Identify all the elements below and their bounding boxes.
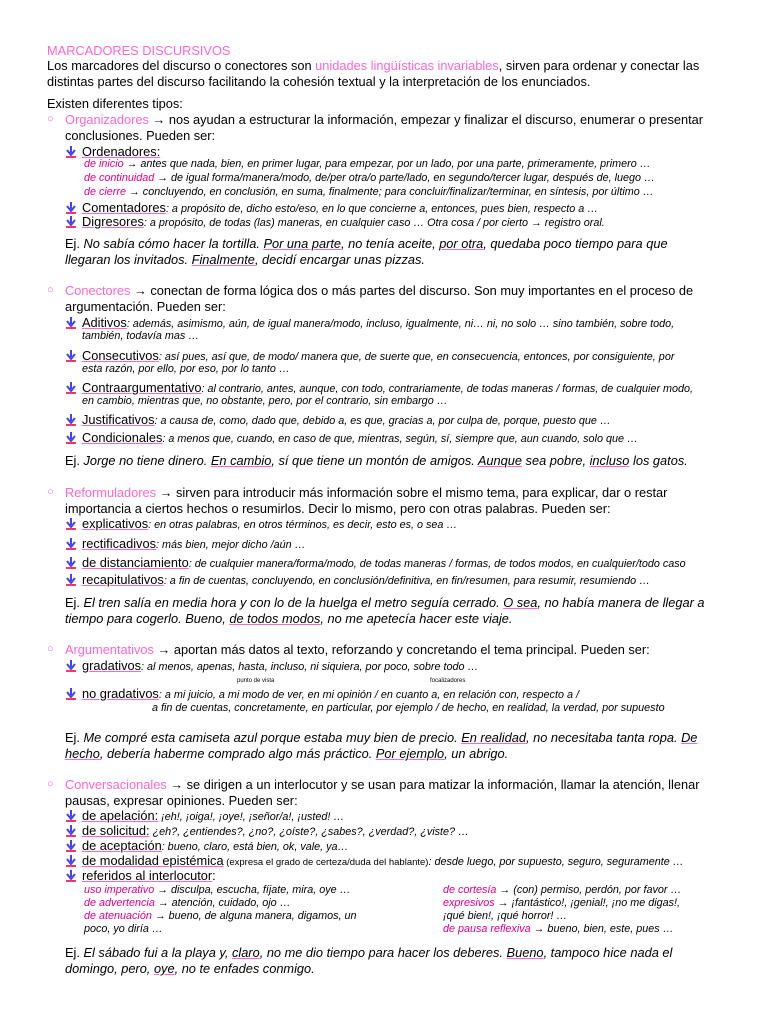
example-reformuladores-2: tiempo para cogerlo. Bueno, de todos modos, no me apetecía hacer este viaje.	[65, 611, 513, 626]
aditivos-cont: también, todavía mas …	[82, 330, 200, 342]
item-ordenadores: Ordenadores:	[65, 144, 160, 160]
arrow-bullet-icon	[65, 538, 77, 550]
arrow-bullet-icon	[65, 825, 77, 837]
arrow-bullet-icon	[65, 432, 77, 444]
item-distanciamiento: de distanciamiento: de cualquier manera/forma/modo, de todas maneras / formas, de todos modos, en cualquier/todo caso	[65, 555, 686, 571]
example-organizadores-2: llegaran los invitados. Finalmente, decidí encargar unas pizzas.	[65, 252, 425, 267]
section-heading: Organizadores	[65, 112, 149, 127]
referido-expresivos-cont: ¡qué bien!, ¡qué horror! …	[443, 910, 568, 922]
arrow-bullet-icon	[65, 574, 77, 586]
item-no-gradativos: no gradativos: a mi juicio, a mi modo de ver, en mi opinión / en cuanto a, en relación con, respecto a /	[65, 686, 579, 702]
item-justificativos: Justificativos: a causa de, como, dado que, debido a, es que, gracias a, por culpa de, porque, puesto que …	[65, 412, 611, 428]
highlight-term: unidades lingüísticas invariables	[315, 58, 499, 73]
item-referidos: referidos al interlocutor:	[65, 868, 216, 884]
circle-bullet-icon: ○	[47, 486, 54, 498]
ordenador-continuidad: de continuidad → de igual forma/manera/modo, de/per otra/o parte/lado, en segundo/tercer lugar, después de, luego …	[84, 172, 655, 184]
referido-cortesia: de cortesía → (con) permiso, perdón, por favor …	[443, 884, 682, 896]
arrow-bullet-icon	[65, 146, 77, 158]
arrow-bullet-icon	[65, 382, 77, 394]
intro-line-2: distintas partes del discurso facilitando la cohesión textual y la interpretación de los enunciados.	[47, 74, 591, 89]
arrow-bullet-icon	[65, 688, 77, 700]
circle-bullet-icon: ○	[47, 643, 54, 655]
item-modalidad: de modalidad epistémica (expresa el grado de certeza/duda del hablante): desde luego, por supuesto, seguro, seguramente …	[65, 853, 684, 871]
example-organizadores: Ej. No sabía cómo hacer la tortilla. Por una parte, no tenía aceite, por otra, quedaba poco tiempo para que	[65, 236, 668, 251]
ordenador-cierre: de cierre → concluyendo, en conclusión, en suma, finalmente; para concluir/finalizar/terminar, en síntesis, por último …	[84, 186, 654, 198]
contra-cont: en cambio, mientras que, no obstante, pero, por el contrario, sin embargo …	[82, 395, 448, 407]
referido-expresivos: expresivos → ¡fantástico!, ¡genial!, ¡no me digas!,	[443, 897, 681, 909]
arrow-bullet-icon	[65, 202, 77, 214]
item-condicionales: Condicionales: a menos que, cuando, en caso de que, mientras, según, sí, siempre que, aun cuando, solo que …	[65, 430, 638, 446]
section-heading: Reformuladores	[65, 485, 157, 500]
consecutivos-cont: esta razón, por ello, por eso, por lo tanto …	[82, 363, 290, 375]
intro-line-3: Existen diferentes tipos:	[47, 96, 183, 111]
item-consecutivos: Consecutivos: así pues, así que, de modo/ manera que, de suerte que, en consecuencia, entonces, por consiguiente, por	[65, 348, 674, 364]
example-reformuladores: Ej. El tren salía en media hora y con lo de la huelga el metro seguía cerrado. O sea, no había manera de llegar a	[65, 595, 705, 610]
example-conectores: Ej. Jorge no tiene dinero. En cambio, sí que tiene un montón de amigos. Aunque sea pobre, incluso los gatos.	[65, 453, 688, 468]
section-heading: Argumentativos	[65, 642, 154, 657]
section-conectores: Conectores → conectan de forma lógica dos o más partes del discurso. Son muy importantes en el proceso de	[65, 283, 694, 298]
arrow-bullet-icon	[65, 350, 77, 362]
item-solicitud: de solicitud: ¿eh?, ¿entiendes?, ¿no?, ¿oíste?, ¿sabes?, ¿verdad?, ¿viste? …	[65, 823, 469, 839]
arrow-bullet-icon	[65, 810, 77, 822]
example-argumentativos: Ej. Me compré esta camiseta azul porque estaba muy bien de precio. En realidad, no necesitaba tanta ropa. De	[65, 730, 698, 745]
arrow-bullet-icon	[65, 216, 77, 228]
referido-advertencia: de advertencia → atención, cuidado, ojo …	[84, 897, 291, 909]
item-comentadores: Comentadores: a propósito de, dicho esto/eso, en lo que concierne a, entonces, pues bien, respecto a …	[65, 200, 598, 216]
item-contraargumentativo: Contraargumentativo: al contrario, antes, aunque, con todo, contrariamente, de todas maneras / formas, de cualquier modo,	[65, 380, 693, 396]
section-desc: pausas, expresar opiniones. Pueden ser:	[65, 793, 298, 808]
section-desc: importancia a ciertos hechos o resumirlos. Decir lo mismo, pero con otras palabras. Pueden ser:	[65, 501, 611, 516]
section-argumentativos: Argumentativos → aportan más datos al texto, reforzando y concretando el tema principal. Pueden ser:	[65, 642, 650, 657]
item-aditivos: Aditivos: además, asimismo, aún, de igual manera/modo, incluso, igualmente, ni… ni, no solo … sino también, sobre todo,	[65, 315, 674, 331]
note-focalizadores: focalizadores	[430, 678, 466, 684]
circle-bullet-icon: ○	[47, 284, 54, 296]
intro-line-1: Los marcadores del discurso o conectores son unidades lingüísticas invariables, sirven para ordenar y conectar las	[47, 58, 700, 73]
example-argumentativos-2: hecho, debería haberme comprado algo más práctico. Por ejemplo, un abrigo.	[65, 746, 509, 761]
document-title: MARCADORES DISCURSIVOS	[47, 43, 231, 58]
section-heading: Conectores	[65, 283, 131, 298]
note-punto-de-vista: punto de vista	[237, 678, 275, 684]
section-desc: conclusiones. Pueden ser:	[65, 128, 216, 143]
item-apelacion: de apelación: ¡eh!, ¡oiga!, ¡oye!, ¡señor/a!, ¡usted! …	[65, 808, 344, 824]
example-conversacionales-2: domingo, pero, oye, no te enfades conmigo.	[65, 961, 315, 976]
section-organizadores: Organizadores → nos ayudan a estructurar la información, empezar y finalizar el discurso, enumerar o presentar	[65, 112, 704, 127]
arrow-bullet-icon	[65, 855, 77, 867]
referido-atenuacion: de atenuación → bueno, de alguna manera, digamos, un	[84, 910, 357, 922]
referido-imperativo: uso imperativo → disculpa, escucha, fíjate, mira, oye …	[84, 884, 351, 896]
arrow-bullet-icon	[65, 557, 77, 569]
referido-pausa: de pausa reflexiva → bueno, bien, este, pues …	[443, 923, 674, 935]
section-desc: argumentación. Pueden ser:	[65, 299, 226, 314]
circle-bullet-icon: ○	[47, 113, 54, 125]
item-aceptacion: de aceptación: bueno, claro, está bien, ok, vale, ya…	[65, 838, 348, 854]
circle-bullet-icon: ○	[47, 778, 54, 790]
section-conversacionales: Conversacionales → se dirigen a un interlocutor y se usan para matizar la información, llamar la atención, llenar	[65, 777, 700, 792]
no-gradativos-cont: a fin de cuentas, concretamente, en particular, por ejemplo / de hecho, en realidad, la verdad, por supuesto	[152, 702, 665, 714]
arrow-bullet-icon	[65, 840, 77, 852]
ordenador-inicio: de inicio → antes que nada, bien, en primer lugar, para empezar, por un lado, por una parte, primeramente, primero …	[84, 158, 651, 170]
item-gradativos: gradativos: al menos, apenas, hasta, incluso, ni siquiera, por poco, sobre todo …	[65, 658, 478, 674]
item-explicativos: explicativos: en otras palabras, en otros términos, es decir, esto es, o sea …	[65, 516, 457, 532]
item-digresores: Digresores: a propósito, de todas (las) maneras, en cualquier caso … Otra cosa / por cierto → registro oral.	[65, 214, 605, 230]
arrow-bullet-icon	[65, 518, 77, 530]
referido-atenuacion-cont: poco, yo diría …	[84, 923, 163, 935]
arrow-bullet-icon	[65, 660, 77, 672]
item-rectificadivos: rectificadivos: más bien, mejor dicho /aún …	[65, 536, 305, 552]
section-heading: Conversacionales	[65, 777, 167, 792]
arrow-bullet-icon	[65, 414, 77, 426]
example-conversacionales: Ej. El sábado fui a la playa y, claro, no me dio tiempo para hacer los deberes. Bueno, tampoco hice nada el	[65, 945, 673, 960]
item-recapitulativos: recapitulativos: a fin de cuentas, concluyendo, en conclusión/definitiva, en fin/resumen, para resumir, resumiendo …	[65, 572, 650, 588]
arrow-bullet-icon	[65, 317, 77, 329]
arrow-bullet-icon	[65, 870, 77, 882]
section-reformuladores: Reformuladores → sirven para introducir más información sobre el mismo tema, para explicar, dar o restar	[65, 485, 668, 500]
